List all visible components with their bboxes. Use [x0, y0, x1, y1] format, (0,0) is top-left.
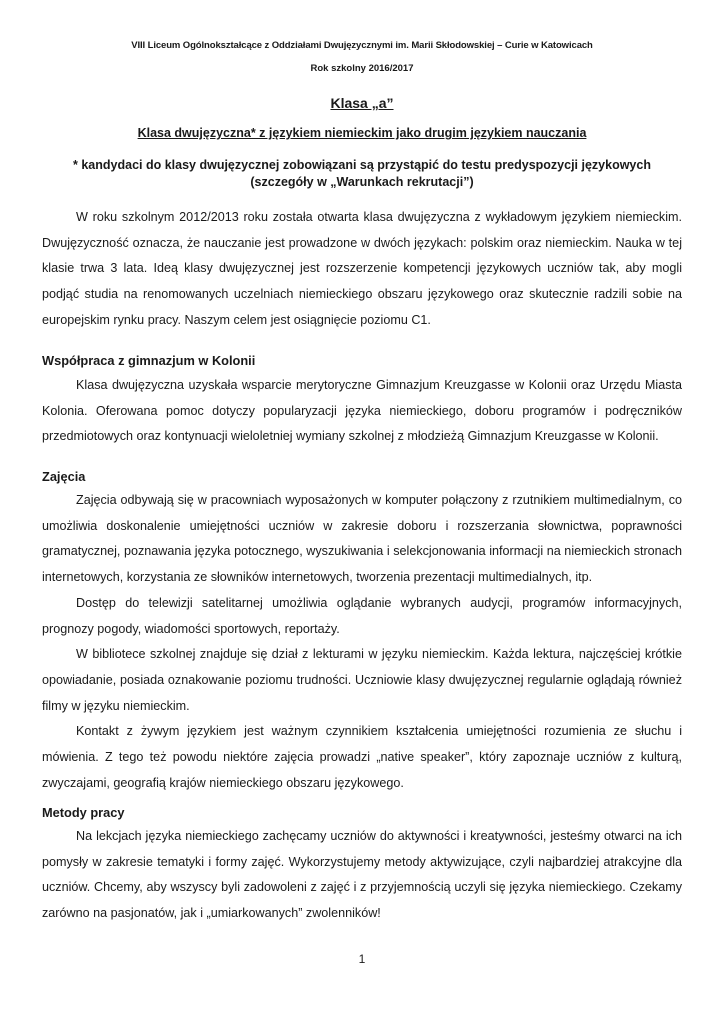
admission-note [0, 157, 724, 191]
cooperation-section [42, 373, 682, 450]
classes-paragraph-4: Kontakt z żywym językiem jest ważnym czynnikiem kształcenia umiejętności rozumienia ze słuchu i mówienia. Z tego też powodu niektóre zajęcia prowadzi „native speaker”, który zapoznaje uczniów z kulturą, zwyczajami, geografią krajów niemieckiego obszaru językowego. [42, 724, 682, 790]
section-title-classes: Zajęcia [42, 469, 86, 484]
admission-note-details: (szczegóły w „Warunkach rekrutacji”) [250, 175, 474, 189]
school-name: VIII Liceum Ogólnokształcące z Oddziałami Dwujęzycznymi im. Marii Skłodowskiej – Curie w Katowicach [131, 40, 593, 51]
section-title-cooperation: Współpraca z gimnazjum w Kolonii [42, 353, 256, 368]
intro-section [42, 205, 682, 334]
classes-paragraph-3: W bibliotece szkolnej znajduje się dział z lekturami w języku niemieckim. Każda lektura, najczęściej krótkie opowiadanie, posiada oznakowanie poziomu trudności. Uczniowie klasy dwujęzycznej regularnie oglądają również filmy w języku niemieckim. [42, 647, 682, 713]
methods-section [42, 824, 682, 927]
admission-note-line: * kandydaci do klasy dwujęzycznej zobowiązani są przystąpić do testu predyspozycji językowych [73, 158, 651, 172]
classes-section [42, 488, 682, 796]
intro-paragraph: W roku szkolnym 2012/2013 roku została otwarta klasa dwujęzyczna z wykładowym językiem niemieckim. Dwujęzyczność oznacza, że nauczanie jest prowadzone w dwóch językach: polskim oraz niemieckim. Nauka w tej klasie trwa 3 lata. Ideą klasy dwujęzycznej jest rozszerzenie kompetencji językowych uczniów tak, aby mogli podjąć studia na renomowanych uczelniach niemieckiego obszaru językowego oraz skutecznie radzili sobie na europejskim rynku pracy. Naszym celem jest osiągnięcie poziomu C1. [42, 210, 682, 327]
class-subtitle: Klasa dwujęzyczna* z językiem niemieckim jako drugim językiem nauczania [137, 126, 587, 140]
page-number: 1 [358, 952, 366, 966]
school-year: Rok szkolny 2016/2017 [310, 63, 414, 74]
cooperation-paragraph: Klasa dwujęzyczna uzyskała wsparcie merytoryczne Gimnazjum Kreuzgasse w Kolonii oraz Urzędu Miasta Kolonia. Oferowana pomoc dotyczy popularyzacji języka niemieckiego, doboru programów i podręczników przedmiotowych oraz kontynuacji wieloletniej wymiany szkolnej z młodzieżą Gimnazjum Kreuzgasse w Kolonii. [42, 378, 682, 444]
class-title: Klasa „a” [330, 95, 394, 111]
classes-paragraph-1: Zajęcia odbywają się w pracowniach wyposażonych w komputer połączony z rzutnikiem multimedialnym, co umożliwia doskonalenie umiejętności uczniów w zakresie doboru i rozszerzania słownictwa, poprawności gramatycznej, poznawania języka potocznego, wyszukiwania i selekcjonowania informacji na niemieckich stronach internetowych, korzystania ze słowników internetowych, tworzenia prezentacji multimedialnych, itp. [42, 493, 682, 585]
methods-paragraph: Na lekcjach języka niemieckiego zachęcamy uczniów do aktywności i kreatywności, jesteśmy otwarci na ich pomysły w zakresie tematyki i formy zajęć. Wykorzystujemy metody aktywizujące, czyli najbardziej atrakcyjne dla uczniów. Chcemy, aby wszyscy byli zadowoleni z zajęć i z przyjemnością uczyli się języka niemieckiego. Czekamy zarówno na pasjonatów, jak i „umiarkowanych” zwolenników! [42, 829, 682, 921]
section-title-methods: Metody pracy [42, 805, 125, 820]
classes-paragraph-2: Dostęp do telewizji satelitarnej umożliwia oglądanie wybranych audycji, programów informacyjnych, prognozy pogody, wiadomości sportowych, reportaży. [42, 595, 682, 636]
